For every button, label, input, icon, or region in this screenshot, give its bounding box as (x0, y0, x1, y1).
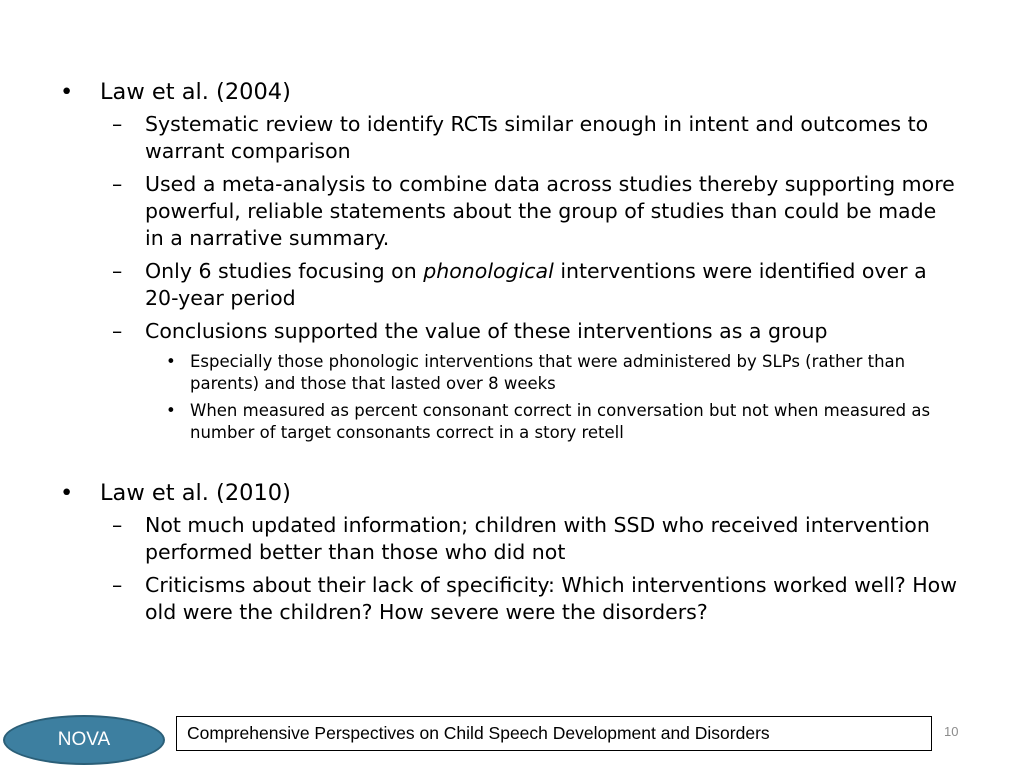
sub-bullet-text-before: Only 6 studies focusing on (145, 259, 424, 283)
sub-bullet-text: Criticisms about their lack of specificity: Which interventions worked well? How old were the children? How severe were the disorders? (145, 573, 957, 624)
dash-icon: – (112, 319, 123, 343)
sub-bullet-text-italic: phonological (423, 259, 554, 283)
footer-title-box (176, 716, 932, 751)
sub-bullet (58, 171, 958, 252)
sub-bullet-text: Not much updated information; children with SSD who received intervention performed better than those who did not (145, 513, 930, 564)
bullet-dot-icon: • (60, 79, 74, 105)
sub-bullet (58, 258, 958, 312)
sub-sub-bullet (58, 351, 958, 395)
sub-bullet-text (145, 259, 927, 310)
footer-title: Comprehensive Perspectives on Child Speech Development and Disorders (187, 723, 770, 743)
bullet-law-2004 (58, 78, 958, 107)
slide-body (58, 78, 958, 632)
sub-bullet-text-after: interventions were identified over a 20-year period (145, 259, 927, 310)
bullet-dot-icon: • (60, 480, 74, 506)
section-spacer (58, 449, 958, 479)
sub-bullet (58, 318, 958, 345)
section-heading: Law et al. (2004) (100, 79, 291, 105)
dash-icon: – (112, 513, 123, 537)
page-number: 10 (944, 724, 959, 739)
dash-icon: – (112, 573, 123, 597)
dash-icon: – (112, 172, 123, 196)
bullet-dot-icon: • (166, 401, 176, 420)
sub-bullet-text: Conclusions supported the value of these interventions as a group (145, 319, 828, 343)
dash-icon: – (112, 259, 123, 283)
sub-bullet (58, 512, 958, 566)
sub-sub-bullet-text: When measured as percent consonant correct in conversation but not when measured as number of target consonants correct in a story retell (190, 401, 931, 442)
bullet-law-2010 (58, 479, 958, 508)
sub-bullet-text: Used a meta-analysis to combine data across studies thereby supporting more powerful, reliable statements about the group of studies than could be made in a narrative summary. (145, 172, 955, 250)
sub-bullet-text: Systematic review to identify RCTs similar enough in intent and outcomes to warrant comparison (145, 112, 929, 163)
section-heading: Law et al. (2010) (100, 480, 291, 506)
sub-bullet (58, 572, 958, 626)
bullet-dot-icon: • (166, 352, 176, 371)
sub-sub-bullet (58, 400, 958, 444)
sub-sub-bullet-text: Especially those phonologic interventions that were administered by SLPs (rather than parents) and those that lasted over 8 weeks (190, 352, 906, 393)
dash-icon: – (112, 112, 123, 136)
sub-bullet (58, 111, 958, 165)
nova-badge (3, 715, 165, 765)
nova-badge-label: NOVA (57, 729, 111, 750)
